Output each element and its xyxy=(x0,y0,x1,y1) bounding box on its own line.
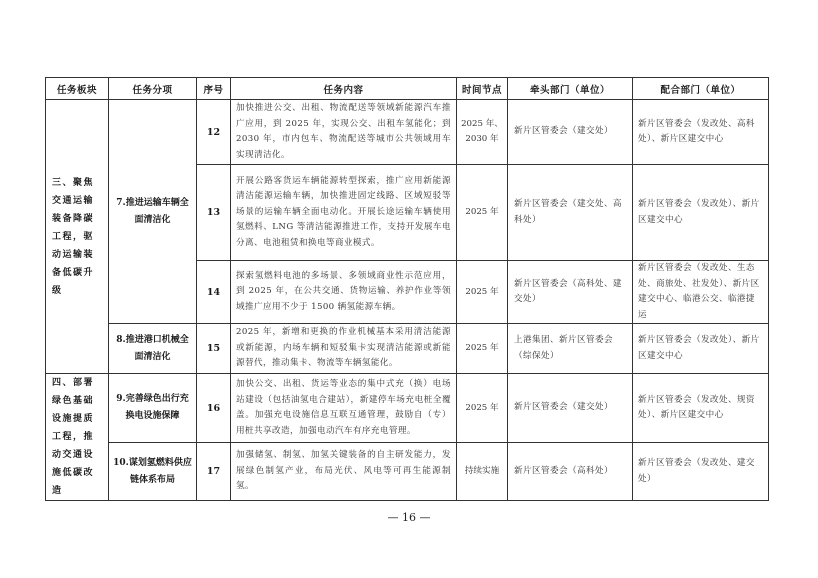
task-content: 加快推进公交、出租、物流配送等领域新能源汽车推广应用，到 2025 年，实现公交、出租车氢能化；到 2030 年，市内包车、物流配送等城市公共领域用车实现清洁化。 xyxy=(231,100,457,165)
time-node: 持续实施 xyxy=(457,443,508,501)
row-number: 14 xyxy=(197,261,231,324)
lead-department: 新片区管委会（高科处） xyxy=(508,443,633,501)
table-header-row xyxy=(46,78,769,100)
subsection-title: 8.推进港口机械全面清洁化 xyxy=(109,324,197,374)
row-number: 16 xyxy=(197,374,231,443)
row-number: 17 xyxy=(197,443,231,501)
time-node: 2025 年 xyxy=(457,165,508,261)
header-task-section: 任务板块 xyxy=(46,78,109,100)
cooperating-department: 新片区管委会（发改处、高科处）、新片区建交中心 xyxy=(633,100,769,165)
subsection-title: 7.推进运输车辆全面清洁化 xyxy=(109,100,197,324)
header-cooperating-department: 配合部门（单位） xyxy=(633,78,769,100)
task-table xyxy=(45,77,769,501)
table-row xyxy=(46,374,769,443)
lead-department: 新片区管委会（建交处） xyxy=(508,100,633,165)
time-node: 2025 年、2030 年 xyxy=(457,100,508,165)
time-node: 2025 年 xyxy=(457,261,508,324)
table-row xyxy=(46,100,769,165)
row-number: 13 xyxy=(197,165,231,261)
task-content: 开展公路客货运车辆能源转型探索，推广应用新能源清洁能源运输车辆，加快推进固定线路、区域短驳等场景的运输车辆全面电动化。开展长途运输车辆使用氢燃料、LNG 等清洁能源推进工作，支持开发展车电分离、电池租赁和换电等商业模式。 xyxy=(231,165,457,261)
header-task-content: 任务内容 xyxy=(231,78,457,100)
header-serial-number: 序号 xyxy=(197,78,231,100)
table-row xyxy=(46,324,769,374)
task-content: 加快公交、出租、货运等业态的集中式充（换）电场站建设（包括油氢电合建站），新建停车场充电桩全覆盖。加强充电设施信息互联互通管理，鼓励自（专）用桩共享改造，加强电动汽车有序充电管理。 xyxy=(231,374,457,443)
task-content: 2025 年，新增和更换的作业机械基本采用清洁能源或新能源，内场车辆和短驳集卡实现清洁能源或新能源替代，推动集卡、物流等车辆氢能化。 xyxy=(231,324,457,374)
lead-department: 上港集团、新片区管委会（综保处） xyxy=(508,324,633,374)
header-task-subitem: 任务分项 xyxy=(109,78,197,100)
row-number: 12 xyxy=(197,100,231,165)
header-time-node: 时间节点 xyxy=(457,78,508,100)
subsection-title: 9.完善绿色出行充换电设施保障 xyxy=(109,374,197,443)
cooperating-department: 新片区管委会（发改处）、新片区建交中心 xyxy=(633,165,769,261)
lead-department: 新片区管委会（建交处） xyxy=(508,374,633,443)
section-title: 四、部署绿色基础设施提质工程，推动交通设施低碳改造 xyxy=(46,374,109,501)
cooperating-department: 新片区管委会（发改处、规资处）、新片区建交中心 xyxy=(633,374,769,443)
time-node: 2025 年 xyxy=(457,324,508,374)
section-title: 三、聚焦交通运输装备降碳工程，驱动运输装备低碳升级 xyxy=(46,100,109,374)
header-lead-department: 牵头部门（单位） xyxy=(508,78,633,100)
task-content: 加强储氢、制氢、加氢关键装备的自主研发能力，发展绿色制氢产业，布局光伏、风电等可再生能源制氢。 xyxy=(231,443,457,501)
cooperating-department: 新片区管委会（发改处）、新片区建交中心 xyxy=(633,324,769,374)
cooperating-department: 新片区管委会（发改处、建交处） xyxy=(633,443,769,501)
lead-department: 新片区管委会（高科处、建交处） xyxy=(508,261,633,324)
table-row xyxy=(46,443,769,501)
lead-department: 新片区管委会（建交处、高科处） xyxy=(508,165,633,261)
subsection-title: 10.谋划氢燃料供应链体系布局 xyxy=(109,443,197,501)
task-content: 探索氢燃料电池的多场景、多领域商业性示范应用，到 2025 年，在公共交通、货物运输、养护作业等领域推广应用不少于 1500 辆氢能源车辆。 xyxy=(231,261,457,324)
row-number: 15 xyxy=(197,324,231,374)
cooperating-department: 新片区管委会（发改处、生态处、商旅处、社发处）、新片区建交中心、临港公交、临港捷运 xyxy=(633,261,769,324)
time-node: 2025 年 xyxy=(457,374,508,443)
page-number: — 16 — xyxy=(387,511,431,524)
